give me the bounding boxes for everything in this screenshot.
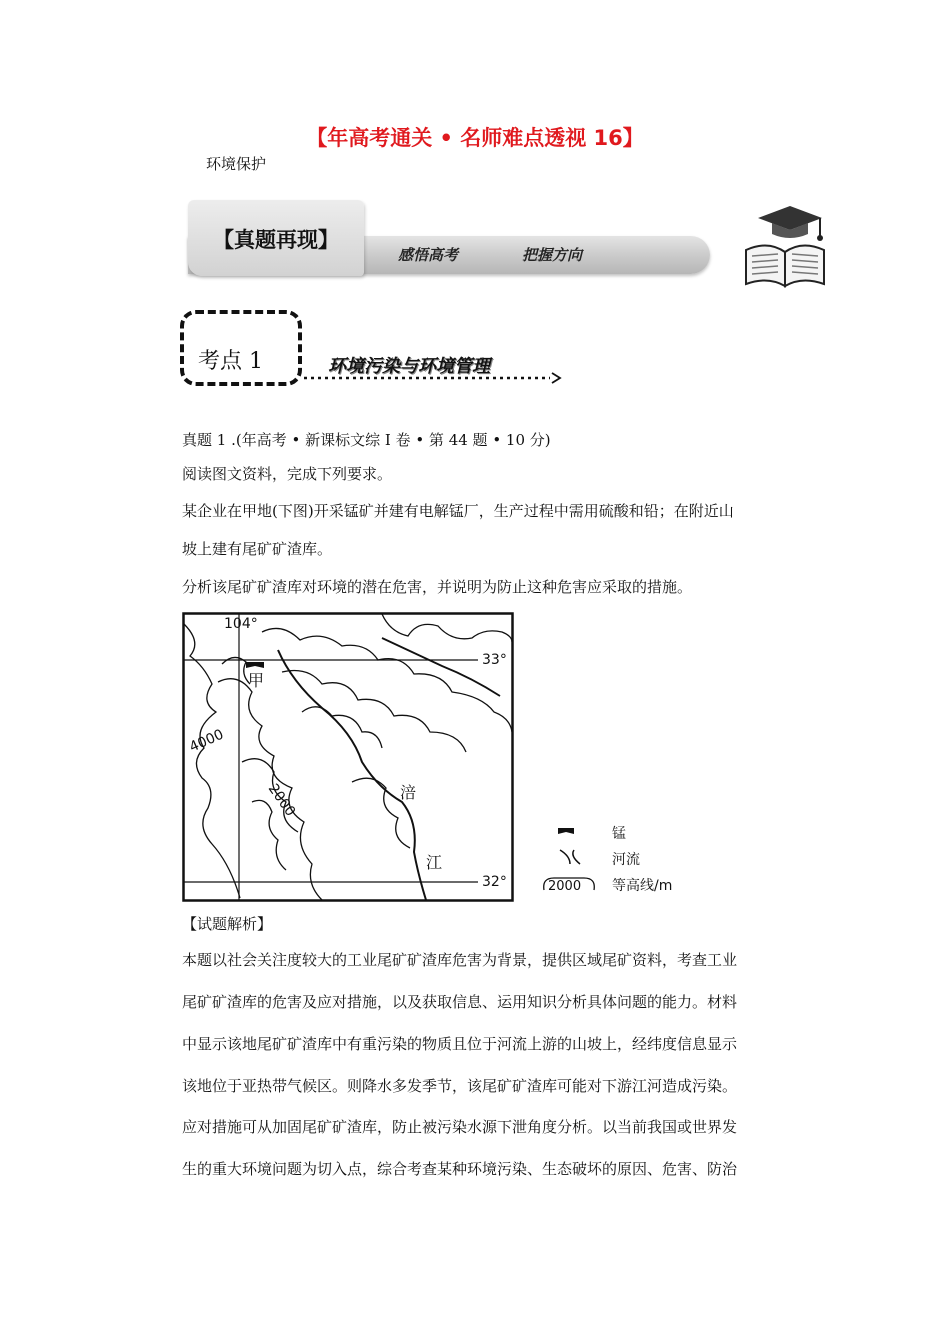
analysis-line: 应对措施可从加固尾矿矿渣库，防止被污染水源下泄角度分析。以当前我国或世界发 — [182, 1118, 738, 1136]
question-task: 分析该尾矿矿渣库对环境的潜在危害，并说明为防止这种危害应采取的措施。 — [182, 578, 693, 596]
legend-river: 河流 — [612, 852, 640, 868]
longitude-label: 104° — [224, 616, 258, 632]
contour-label-2000: 2000 — [264, 781, 299, 820]
legend-contour: 等高线/m — [612, 878, 673, 894]
river-legend-icon — [560, 850, 580, 864]
manganese-legend-icon — [558, 828, 574, 834]
banner-sub-right: 把握方向 — [522, 246, 583, 264]
analysis-heading: 【试题解析】 — [182, 915, 273, 933]
graduation-book-icon — [740, 200, 830, 290]
analysis-line: 尾矿矿渣库的危害及应对措施，以及获取信息、运用知识分析具体问题的能力。材料 — [182, 993, 738, 1011]
subject-label: 环境保护 — [206, 155, 267, 173]
analysis-line: 本题以社会关注度较大的工业尾矿矿渣库危害为背景，提供区域尾矿资料，考查工业 — [182, 951, 738, 969]
site-label: 甲 — [248, 671, 265, 690]
banner-sub-left: 感悟高考 — [398, 246, 459, 264]
analysis-line: 生的重大环境问题为切入点，综合考查某种环境污染、生态破坏的原因、危害、防治 — [182, 1160, 738, 1178]
material-line-1: 某企业在甲地(下图)开采锰矿并建有电解锰厂，生产过程中需用硫酸和铅；在附近山 — [182, 502, 734, 520]
legend-contour-value: 2000 — [548, 879, 582, 894]
river-label-1: 涪 — [400, 783, 417, 802]
question-heading: 真题 1 .(年高考 • 新课标文综 I 卷 • 第 44 题 • 10 分) — [182, 431, 551, 449]
question-instruction: 阅读图文资料，完成下列要求。 — [182, 465, 393, 483]
latitude-label-32: 32° — [482, 874, 507, 890]
contour-label-4000: 4000 — [187, 726, 227, 756]
analysis-line: 中显示该地尾矿矿渣库中有重污染的物质且位于河流上游的山坡上，经纬度信息显示 — [182, 1035, 738, 1053]
latitude-label-33: 33° — [482, 652, 507, 668]
page-title: 【年高考通关 • 名师难点透视 16】 — [306, 126, 644, 150]
exam-point-label: 考点 1 — [198, 349, 263, 374]
river-label-2: 江 — [426, 853, 443, 872]
material-line-2: 坡上建有尾矿矿渣库。 — [182, 540, 333, 558]
contour-map — [182, 612, 514, 902]
legend-manganese: 锰 — [612, 826, 626, 842]
exam-point-topic: 环境污染与环境管理 — [328, 356, 490, 377]
banner-label: 【真题再现】 — [213, 228, 339, 252]
dotted-arrow — [302, 372, 562, 384]
analysis-line: 该地位于亚热带气候区。则降水多发季节，该尾矿矿渣库可能对下游江河造成污染。 — [182, 1077, 738, 1095]
map-legend — [540, 820, 700, 900]
